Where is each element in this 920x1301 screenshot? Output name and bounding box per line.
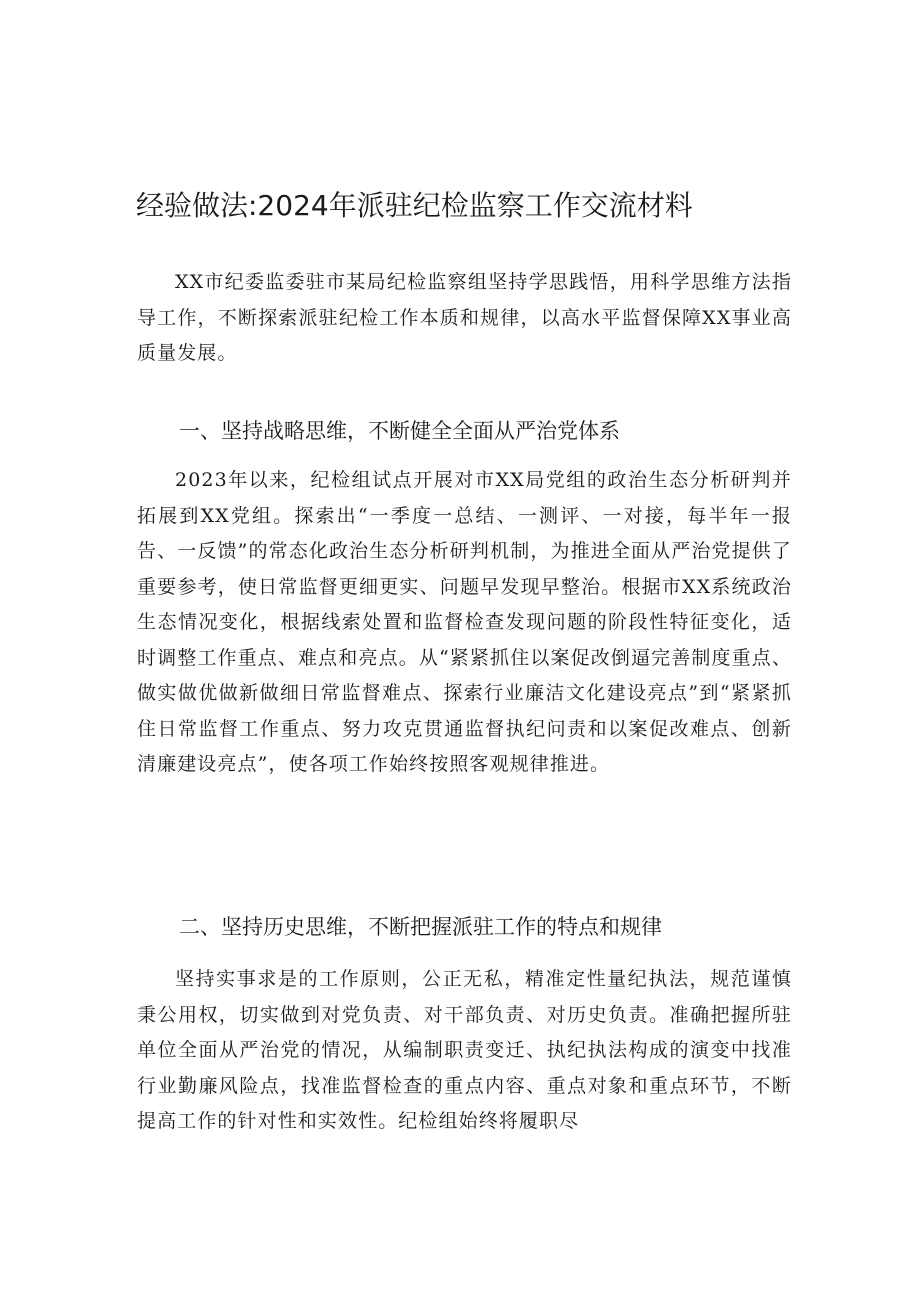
section-paragraph-2: 坚持实事求是的工作原则，公正无私，精准定性量纪执法，规范谨慎秉公用权，切实做到对党负责、对干部负责、对历史负责。准确把握所驻单位全面从严治党的情况，从编制职责变迁、执纪执法构成的演变中找准行业勤廉风险点，找准监督检查的重点内容、重点对象和重点环节，不断提高工作的针对性和实效性。纪检组始终将履职尽: [137, 968, 792, 1132]
section-2-heading-block: [137, 909, 792, 945]
section-heading-2: 二、坚持历史思维，不断把握派驻工作的特点和规律: [179, 915, 662, 939]
intro-paragraph: XX市纪委监委驻市某局纪检监察组坚持学思践悟，用科学思维方法指导工作，不断探索派驻纪检工作本质和规律，以高水平监督保障XX事业高质量发展。: [137, 271, 792, 364]
section-heading-1: 一、坚持战略思维，不断健全全面从严治党体系: [179, 419, 620, 443]
section-1-heading-block: [137, 413, 792, 449]
section-2-body: [137, 962, 792, 1140]
document-title: 经验做法:2024年派驻纪检监察工作交流材料: [136, 189, 693, 222]
section-1-body: [137, 463, 792, 783]
section-paragraph-1: 2023年以来，纪检组试点开展对市XX局党组的政治生态分析研判并拓展到XX党组。探索出“一季度一总结、一测评、一对接，每半年一报告、一反馈”的常态化政治生态分析研判机制，为推进全面从严治党提供了重要参考，使日常监督更细更实、问题早发现早整治。根据市XX系统政治生态情况变化，根据线索处置和监督检查发现问题的阶段性特征变化，适时调整工作重点、难点和亮点。从“紧紧抓住以案促改倒逼完善制度重点、做实做优做新做细日常监督难点、探索行业廉洁文化建设亮点”到“紧紧抓住日常监督工作重点、努力攻克贯通监督执纪问责和以案促改难点、创新清廉建设亮点”，使各项工作始终按照客观规律推进。: [137, 469, 792, 775]
intro-block: [137, 265, 792, 372]
